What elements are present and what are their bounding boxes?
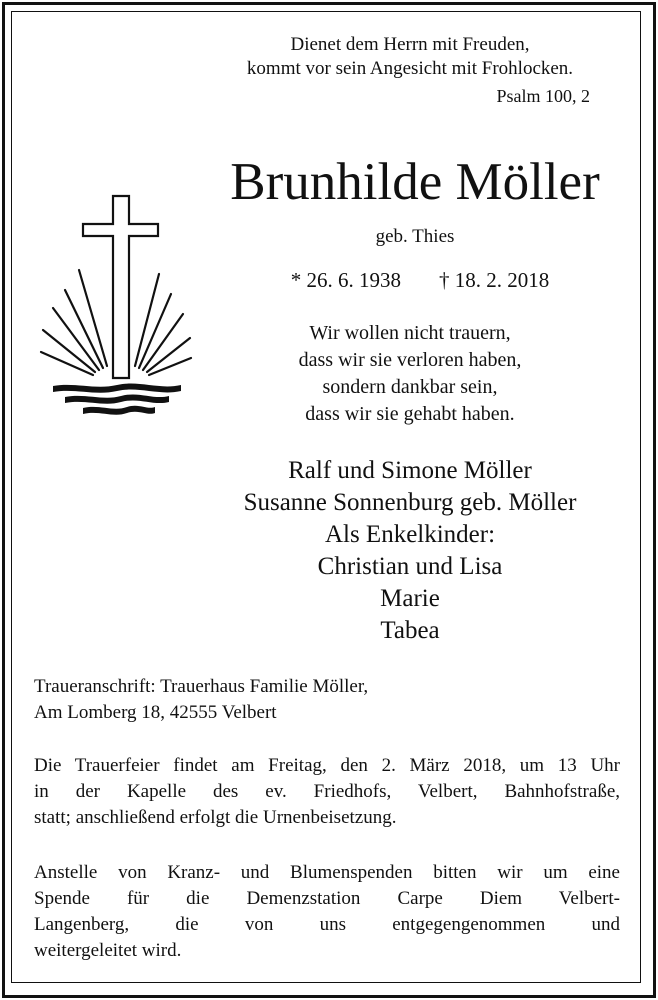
donation-line: Spende für die Demenzstation Carpe Diem Velbert-: [34, 888, 620, 909]
death-date: † 18. 2. 2018: [439, 268, 550, 292]
life-dates: [250, 268, 590, 293]
psalm-line: Dienet dem Herrn mit Freuden,: [290, 34, 530, 55]
service-line: statt; anschließend erfolgt die Urnenbeisetzung.: [34, 807, 397, 828]
psalm-reference: Psalm 100, 2: [496, 86, 590, 106]
donation-request: [34, 860, 620, 964]
birth-date: * 26. 6. 1938: [290, 268, 401, 292]
donation-line: Langenberg, die von uns entgegengenommen und: [34, 914, 620, 935]
mourner-line: Christian und Lisa: [317, 553, 503, 580]
mourners-list: [180, 455, 640, 647]
address-line: Traueranschrift: Trauerhaus Familie Möller,: [34, 676, 369, 697]
address-line: Am Lomberg 18, 42555 Velbert: [34, 702, 277, 723]
mourner-line: Marie: [380, 585, 440, 612]
cross-with-rays-icon: [35, 190, 195, 422]
memorial-poem: [230, 320, 590, 428]
donation-line: weitergeleitet wird.: [34, 940, 182, 961]
psalm-line: kommt vor sein Angesicht mit Frohlocken.: [246, 58, 574, 79]
service-line: Die Trauerfeier findet am Freitag, den 2. März 2018, um 13 Uhr: [34, 755, 620, 776]
mourner-line: Susanne Sonnenburg geb. Möller: [243, 489, 577, 516]
poem-line: Wir wollen nicht trauern,: [309, 322, 511, 344]
poem-line: sondern dankbar sein,: [322, 376, 498, 398]
mourning-address: [34, 674, 624, 726]
poem-line: dass wir sie verloren haben,: [298, 349, 522, 371]
deceased-name: Brunhilde Möller: [230, 153, 600, 211]
mourner-line: Ralf und Simone Möller: [288, 457, 532, 484]
donation-line: Anstelle von Kranz- und Blumenspenden bitten wir um eine: [34, 862, 620, 883]
maiden-name: geb. Thies: [375, 226, 455, 247]
service-line: in der Kapelle des ev. Friedhofs, Velbert, Bahnhofstraße,: [34, 781, 620, 802]
mourner-line: Als Enkelkinder:: [324, 521, 496, 548]
funeral-service-info: [34, 753, 620, 831]
mourner-line: Tabea: [380, 617, 440, 644]
psalm-verse: [200, 33, 620, 81]
poem-line: dass wir sie gehabt haben.: [305, 403, 515, 425]
